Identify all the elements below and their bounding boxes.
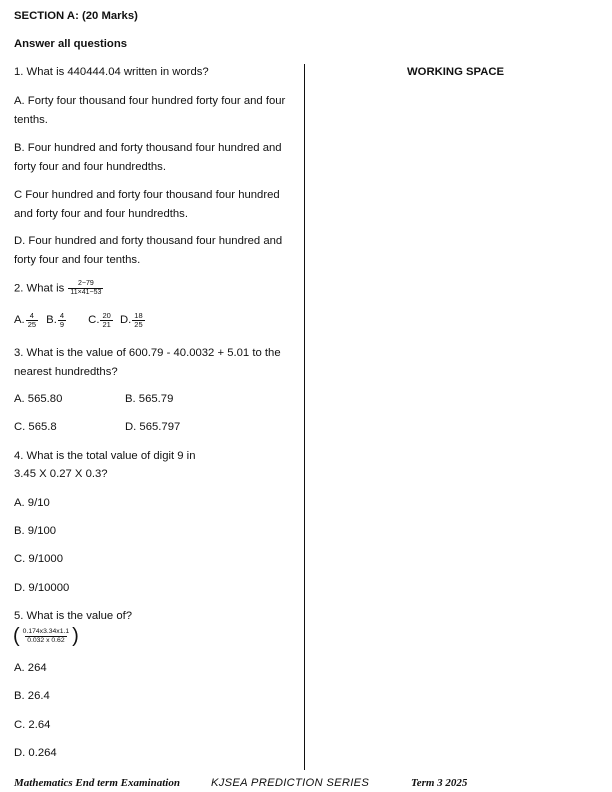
instruction-text: Answer all questions [14,38,127,50]
footer-center: KJSEA PREDICTION SERIES [211,777,370,789]
option-letter: C. [88,314,100,327]
fraction-numerator: 20 [102,311,111,320]
left-paren: ( [13,625,20,647]
question-3-option-a: A. 565.80 [14,393,63,405]
question-4-option-d: D. 9/10000 [14,582,70,594]
question-5-text: 5. What is the value of? [14,610,133,622]
option-fraction [100,312,112,329]
column-divider [304,64,305,770]
section-title: SECTION A: (20 Marks) [14,10,138,22]
question-2-expression-numerator: 2−79 [77,280,94,287]
question-1-option-a: A. Forty four thousand four hundred forty four and four tenths. [14,95,286,126]
question-2-option-b [46,311,70,329]
fraction-numerator: 18 [134,311,143,320]
option-letter: B. [46,314,57,327]
question-1-text: 1. What is 440444.04 written in words? [14,66,209,78]
question-5-fraction [21,628,71,645]
question-2-option-a [14,311,42,329]
question-2-expression [68,280,103,297]
question-3-text: 3. What is the value of 600.79 - 40.0032 + 5.01 to the nearest hundredths? [14,347,281,378]
fraction-denominator: 21 [102,320,111,329]
working-space-label: WORKING SPACE [407,66,505,78]
fraction-denominator: 25 [27,320,37,329]
fraction-numerator: 4 [59,311,65,320]
question-3-option-d: D. 565.797 [125,421,181,433]
question-5-option-d: D. 0.264 [14,747,57,759]
fraction-denominator: 25 [134,320,143,329]
question-5-option-b: B. 26.4 [14,690,50,702]
question-1-option-b: B. Four hundred and forty thousand four hundred and forty four and four hundredths. [14,142,282,173]
question-5-option-c: C. 2.64 [14,719,51,731]
question-3-option-c: C. 565.8 [14,421,57,433]
option-fraction [26,312,38,329]
question-4-option-b: B. 9/100 [14,525,57,537]
option-fraction [132,312,144,329]
question-4-text-line1: 4. What is the total value of digit 9 in [14,450,196,462]
question-4-option-c: C. 9/1000 [14,553,63,565]
question-2-option-c [88,311,117,329]
question-3-option-b: B. 565.79 [125,393,174,405]
question-4-option-a: A. 9/10 [14,497,50,509]
fraction-denominator: 9 [59,320,65,329]
question-5-expression [13,626,79,646]
question-2-option-d [119,311,146,329]
fraction-numerator: 4 [29,311,34,320]
right-paren: ) [72,625,79,647]
question-2-options [14,312,146,329]
question-5-option-a: A. 264 [14,662,47,674]
question-2-expression-denominator: 11×41−53 [70,289,102,296]
option-letter: A. [14,314,25,327]
option-fraction [58,312,66,329]
question-1-option-c: C Four hundred and forty four thousand four hundred and forty four and four hundredths. [14,189,280,220]
question-4-text-line2: 3.45 X 0.27 X 0.3? [14,468,108,480]
question-5-expression-denominator: 0.032 x 0.62 [27,636,65,644]
footer-right: Term 3 2025 [411,777,468,789]
question-5-expression-numerator: 0.174x3.34x1.1 [22,627,70,635]
footer-left: Mathematics End term Examination [14,777,180,789]
question-2-text [14,280,104,297]
question-2-prefix: 2. What is [14,282,65,295]
option-letter: D. [119,314,132,327]
question-1-option-d: D. Four hundred and forty thousand four hundred and forty four and four tenths. [14,235,283,266]
